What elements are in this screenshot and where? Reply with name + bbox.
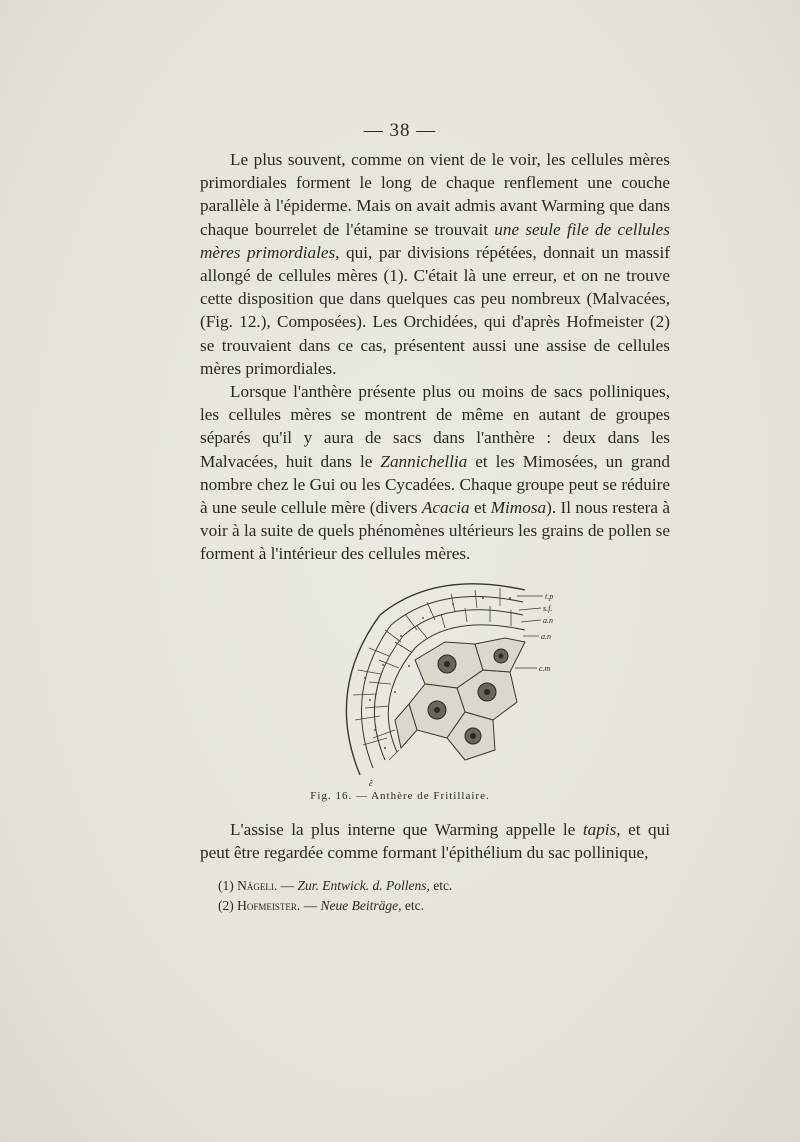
figure-label: a.n	[543, 616, 553, 625]
paragraph-1	[200, 148, 670, 380]
italic-text: Acacia	[421, 498, 470, 518]
footnote-title: Neue Beiträge,	[320, 898, 402, 913]
paragraph-2	[200, 380, 670, 566]
paragraph-3	[200, 818, 670, 864]
footnote	[218, 876, 658, 896]
anther-illustration	[325, 570, 565, 790]
figure-label: ê	[369, 779, 373, 788]
paragraph-text: L'assise la plus interne que Warming appelle le	[230, 820, 583, 839]
footnote	[218, 896, 658, 916]
italic-text: Zannichellia	[380, 451, 468, 471]
figure-label: t.p	[545, 592, 554, 601]
figure-label: s.f.	[543, 604, 553, 613]
footnote-rest: etc.	[429, 878, 453, 893]
footnote-author: Hofmeister.	[237, 898, 301, 913]
paragraph-text: et	[469, 498, 491, 518]
paragraph-text: Le plus souvent, comme on vient de le voir, les cellules mères primordiales forment le long de chaque renflement une couche parallèle à l'épiderme. Mais on avait admis avant Warming que dans chaque bourrelet de l'étamine se trouvait	[200, 150, 670, 239]
page-number: — 38 —	[363, 120, 437, 141]
body-text	[200, 148, 670, 566]
paragraph-text: ). Il nous restera à voir à la suite de quels phénomènes ultérieurs les grains de pollen se forment à l'intérieur des cellules mères.	[200, 498, 670, 564]
italic-text: tapis,	[582, 820, 621, 839]
footnote-separator: —	[300, 898, 321, 913]
figure-label: a.n	[541, 632, 551, 641]
figure-caption: Fig. 16. — Anthère de Fritillaire.	[310, 790, 490, 802]
footnote-rest: etc.	[401, 898, 424, 913]
figure-label: c.m	[539, 664, 551, 673]
paragraph-text: et qui peut être regardée comme formant l'épithélium du sac pollinique,	[200, 820, 671, 863]
paragraph-text: et les Mimosées, un grand nombre chez le Gui ou les Cycadées. Chaque groupe peut se réduire à une seule cellule mère (divers	[200, 451, 670, 518]
paragraph-text: qui, par divisions répétées, donnait un massif allongé de cellules mères (1). C'était là une erreur, et on ne trouve cette disposition que dans quelques cas peu nombreux (Malvacées, (Fig. 12.), Composées). Les Orchidées, qui d'après Hofmeister (2) se trouvaient dans ce cas, présentent aussi une assise de cellules mères primordiales.	[200, 242, 670, 378]
italic-text: Mimosa	[490, 498, 547, 518]
anther-figure	[325, 570, 565, 790]
italic-text: une seule file de cellules mères primordiales,	[200, 219, 670, 262]
footnote-number: (2)	[218, 898, 234, 913]
body-text-continued	[200, 818, 670, 864]
footnote-separator: —	[277, 878, 298, 893]
footnote-author: Nägeli.	[237, 878, 278, 893]
footnotes	[218, 876, 658, 916]
footnote-number: (1)	[218, 878, 234, 893]
paragraph-text: Lorsque l'anthère présente plus ou moins de sacs polliniques, les cellules mères se montrent de même en autant de groupes séparés qu'il y aura de sacs dans l'anthère : deux dans les Malvacées, huit dans le	[200, 382, 670, 471]
footnote-title: Zur. Entwick. d. Pollens,	[297, 878, 430, 893]
